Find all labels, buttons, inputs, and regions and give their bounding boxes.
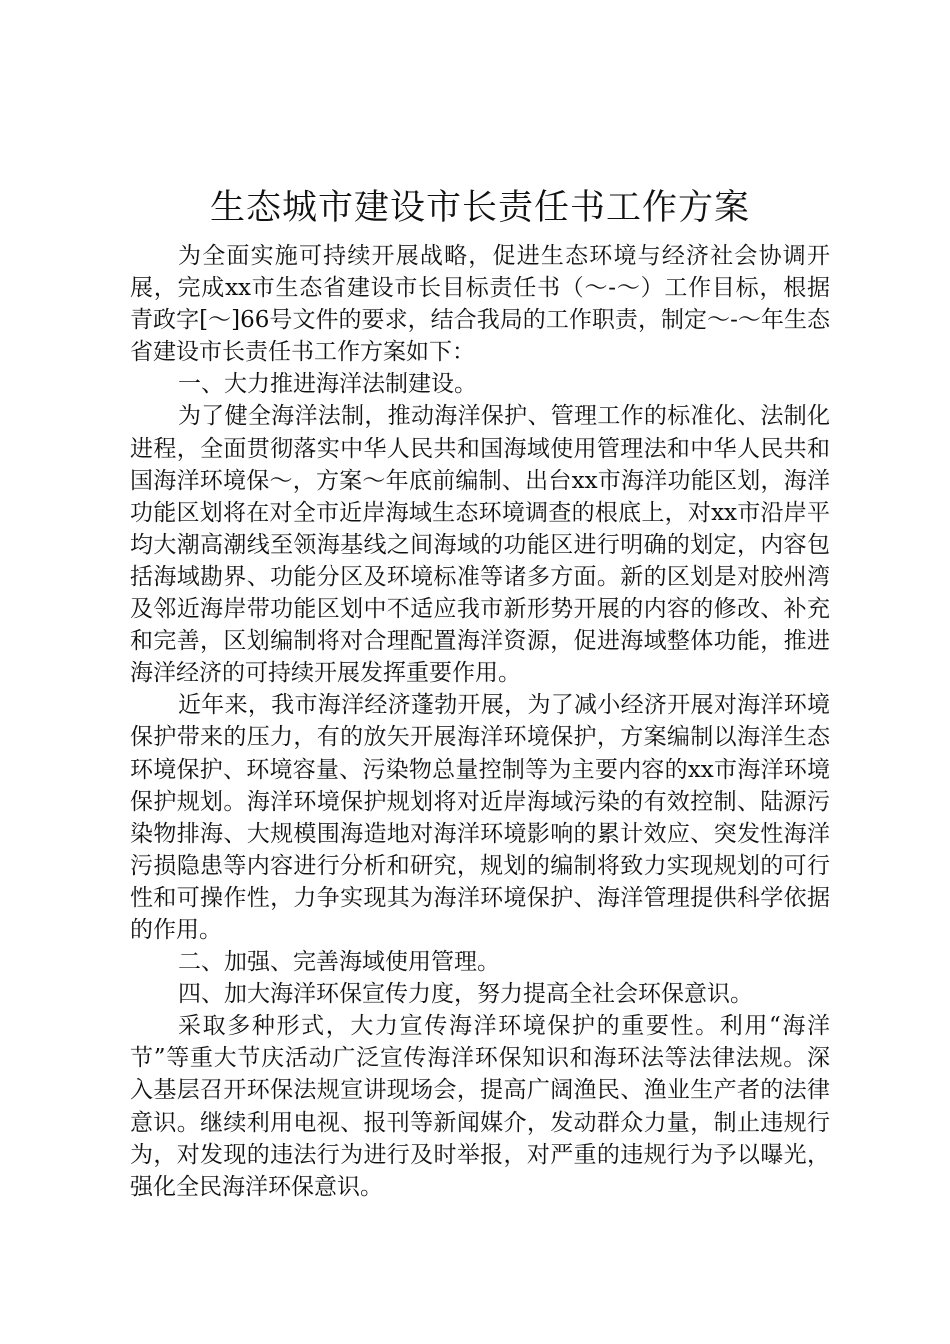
section-1-paragraph-2: 近年来，我市海洋经济蓬勃开展，为了减小经济开展对海洋环境保护带来的压力，有的放矢开展海洋环境保护，方案编制以海洋生态环境保护、环境容量、污染物总量控制等为主要内容的xx市海洋环境保护规划。海洋环境保护规划将对近岸海域污染的有效控制、陆源污染物排海、大规模围海造地对海洋环境影响的累计效应、突发性海洋污损隐患等内容进行分析和研究，规划的编制将致力实现规划的可行性和可操作性，力争实现其为海洋环境保护、海洋管理提供科学依据的作用。: [130, 692, 830, 943]
document-page: [130, 178, 830, 1203]
section-4-paragraph: 采取多种形式，大力宣传海洋环境保护的重要性。利用“海洋节”等重大节庆活动广泛宣传海洋环保知识和海环法等法律法规。深入基层召开环保法规宣讲现场会，提高广阔渔民、渔业生产者的法律意识。继续利用电视、报刊等新闻媒介，发动群众力量，制止违规行为，对发现的违法行为进行及时举报，对严重的违规行为予以曝光，强化全民海洋环保意识。: [130, 1013, 830, 1200]
intro-paragraph: 为全面实施可持续开展战略，促进生态环境与经济社会协调开展，完成xx市生态省建设市长目标责任书（～-～）工作目标，根据青政字[～]66号文件的要求，结合我局的工作职责，制定～-～年生态省建设市长责任书工作方案如下：: [130, 243, 830, 366]
section-1-paragraph-1: 为了健全海洋法制，推动海洋保护、管理工作的标准化、法制化进程，全面贯彻落实中华人民共和国海域使用管理法和中华人民共和国海洋环境保～，方案～年底前编制、出台xx市海洋功能区划，海洋功能区划将在对全市近岸海域生态环境调查的根底上，对xx市沿岸平均大潮高潮线至领海基线之间海域的功能区进行明确的划定，内容包括海域勘界、功能分区及环境标准等诸多方面。新的区划是对胶州湾及邻近海岸带功能区划中不适应我市新形势开展的内容的修改、补充和完善，区划编制将对合理配置海洋资源，促进海域整体功能，推进海洋经济的可持续开展发挥重要作用。: [130, 403, 830, 687]
section-heading-1: 一、大力推进海洋法制建设。: [178, 371, 477, 398]
section-heading-2: 二、加强、完善海域使用管理。: [178, 949, 500, 976]
section-heading-4: 四、加大海洋环保宣传力度，努力提高全社会环保意识。: [178, 981, 753, 1008]
document-title: 生态城市建设市长责任书工作方案: [209, 188, 750, 228]
